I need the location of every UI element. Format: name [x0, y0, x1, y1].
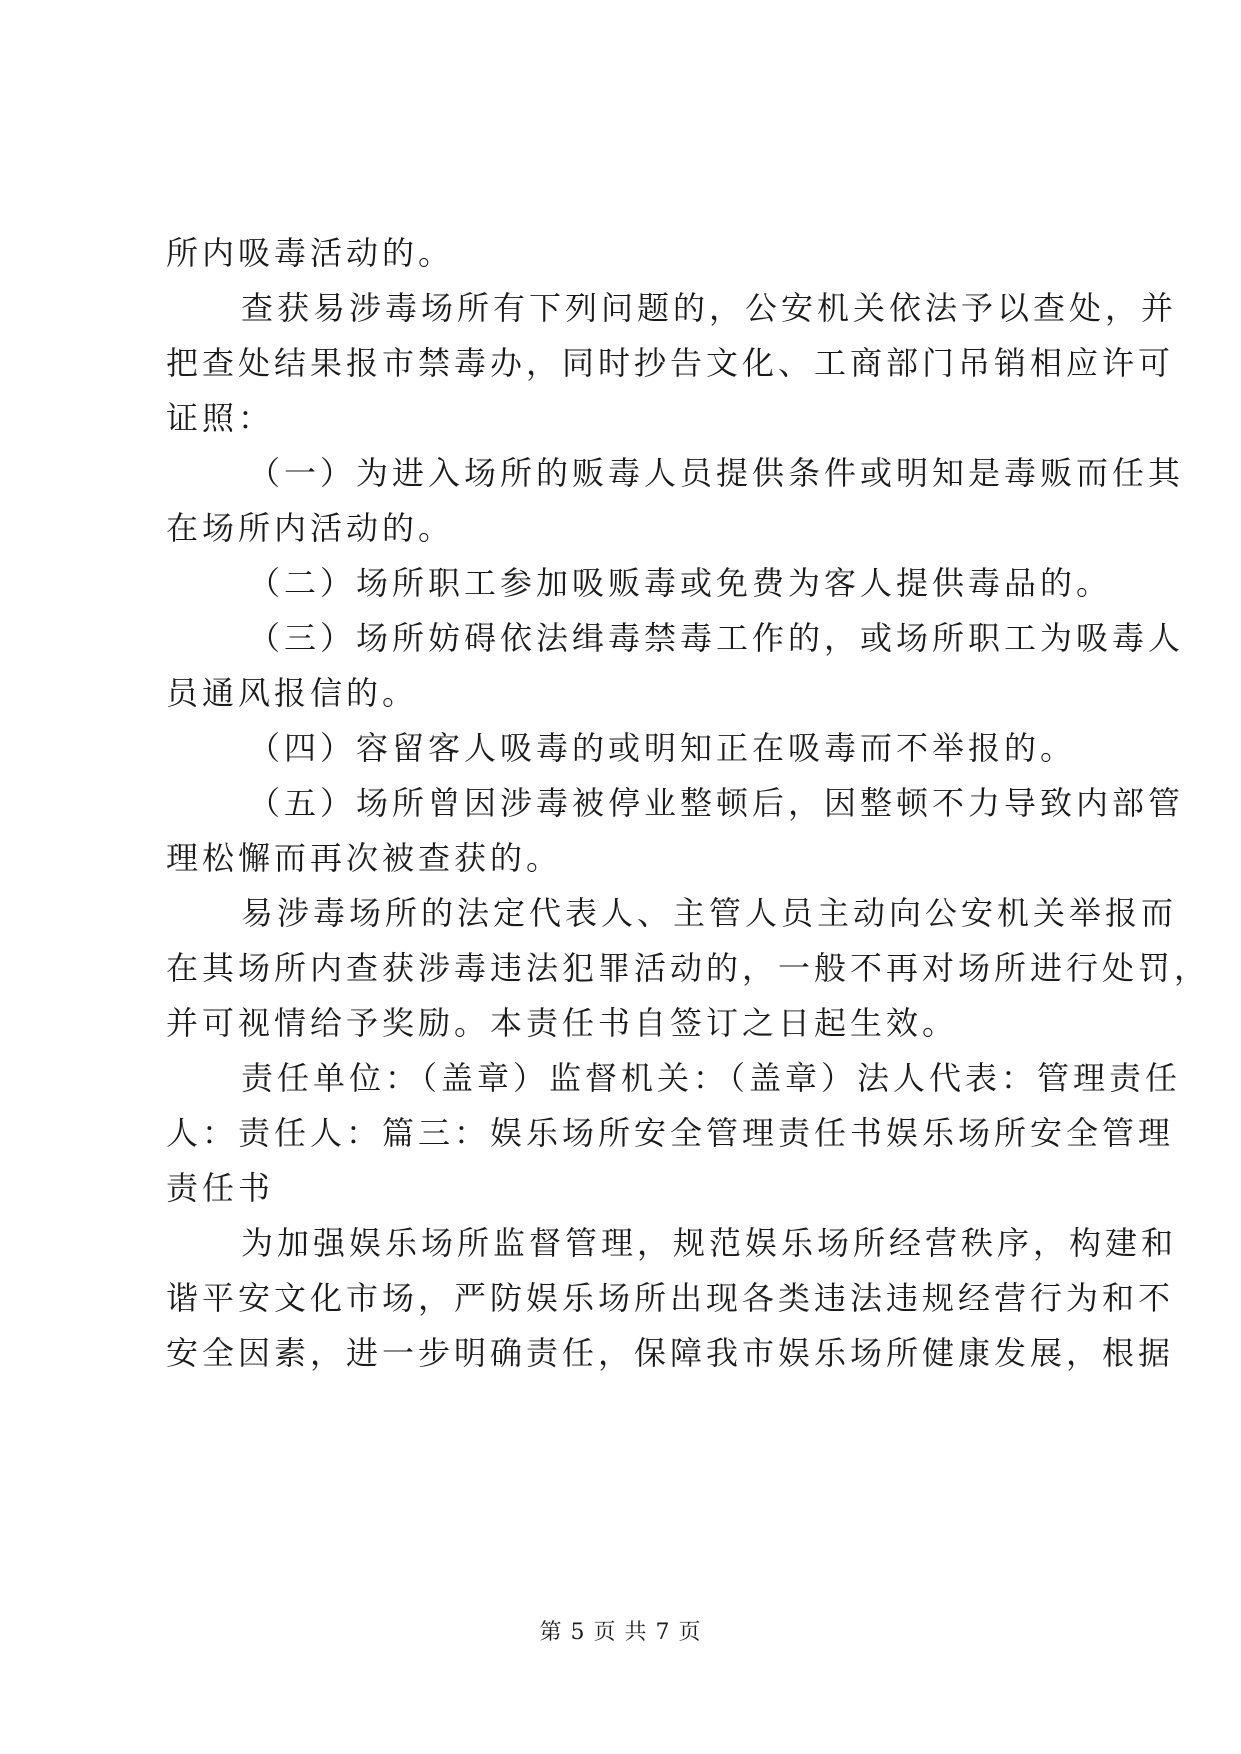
page-number-footer: 第 5 页 共 7 页 — [539, 1620, 702, 1645]
text-line: 理松懈而再次被查获的。 — [166, 839, 563, 877]
text-line: （三）场所妨碍依法缉毒禁毒工作的，或场所职工为吸毒人 — [248, 619, 1185, 657]
text-line: 谐平安文化市场，严防娱乐场所出现各类违法违规经营行为和不 — [166, 1279, 1175, 1317]
text-line: 人：责任人：篇三：娱乐场所安全管理责任书娱乐场所安全管理 — [166, 1114, 1175, 1152]
text-line: （五）场所曾因涉毒被停业整顿后，因整顿不力导致内部管 — [248, 784, 1185, 822]
text-line: 所内吸毒活动的。 — [166, 234, 455, 272]
text-line: 员通风报信的。 — [166, 674, 419, 712]
text-line: （四）容留客人吸毒的或明知正在吸毒而不举报的。 — [248, 729, 1077, 767]
text-line: 查获易涉毒场所有下列问题的，公安机关依法予以查处，并 — [241, 289, 1178, 327]
text-line: 责任书 — [166, 1169, 275, 1207]
text-line: （二）场所职工参加吸贩毒或免费为客人提供毒品的。 — [248, 564, 1113, 602]
text-line: 把查处结果报市禁毒办，同时抄告文化、工商部门吊销相应许可 — [166, 344, 1175, 382]
text-line: （一）为进入场所的贩毒人员提供条件或明知是毒贩而任其 — [248, 454, 1185, 492]
text-line: 易涉毒场所的法定代表人、主管人员主动向公安机关举报而 — [241, 894, 1178, 932]
text-line: 在场所内活动的。 — [166, 509, 455, 547]
document-body — [166, 226, 1211, 1381]
text-line: 证照： — [166, 399, 275, 437]
text-line: 安全因素，进一步明确责任，保障我市娱乐场所健康发展，根据 — [166, 1334, 1175, 1372]
text-line: 为加强娱乐场所监督管理，规范娱乐场所经营秩序，构建和 — [241, 1224, 1178, 1262]
text-line: 在其场所内查获涉毒违法犯罪活动的，一般不再对场所进行处罚， — [166, 949, 1211, 987]
text-line: 并可视情给予奖励。本责任书自签订之日起生效。 — [166, 1004, 959, 1042]
text-line: 责任单位：（盖章）监督机关：（盖章）法人代表：管理责任 — [241, 1059, 1182, 1097]
